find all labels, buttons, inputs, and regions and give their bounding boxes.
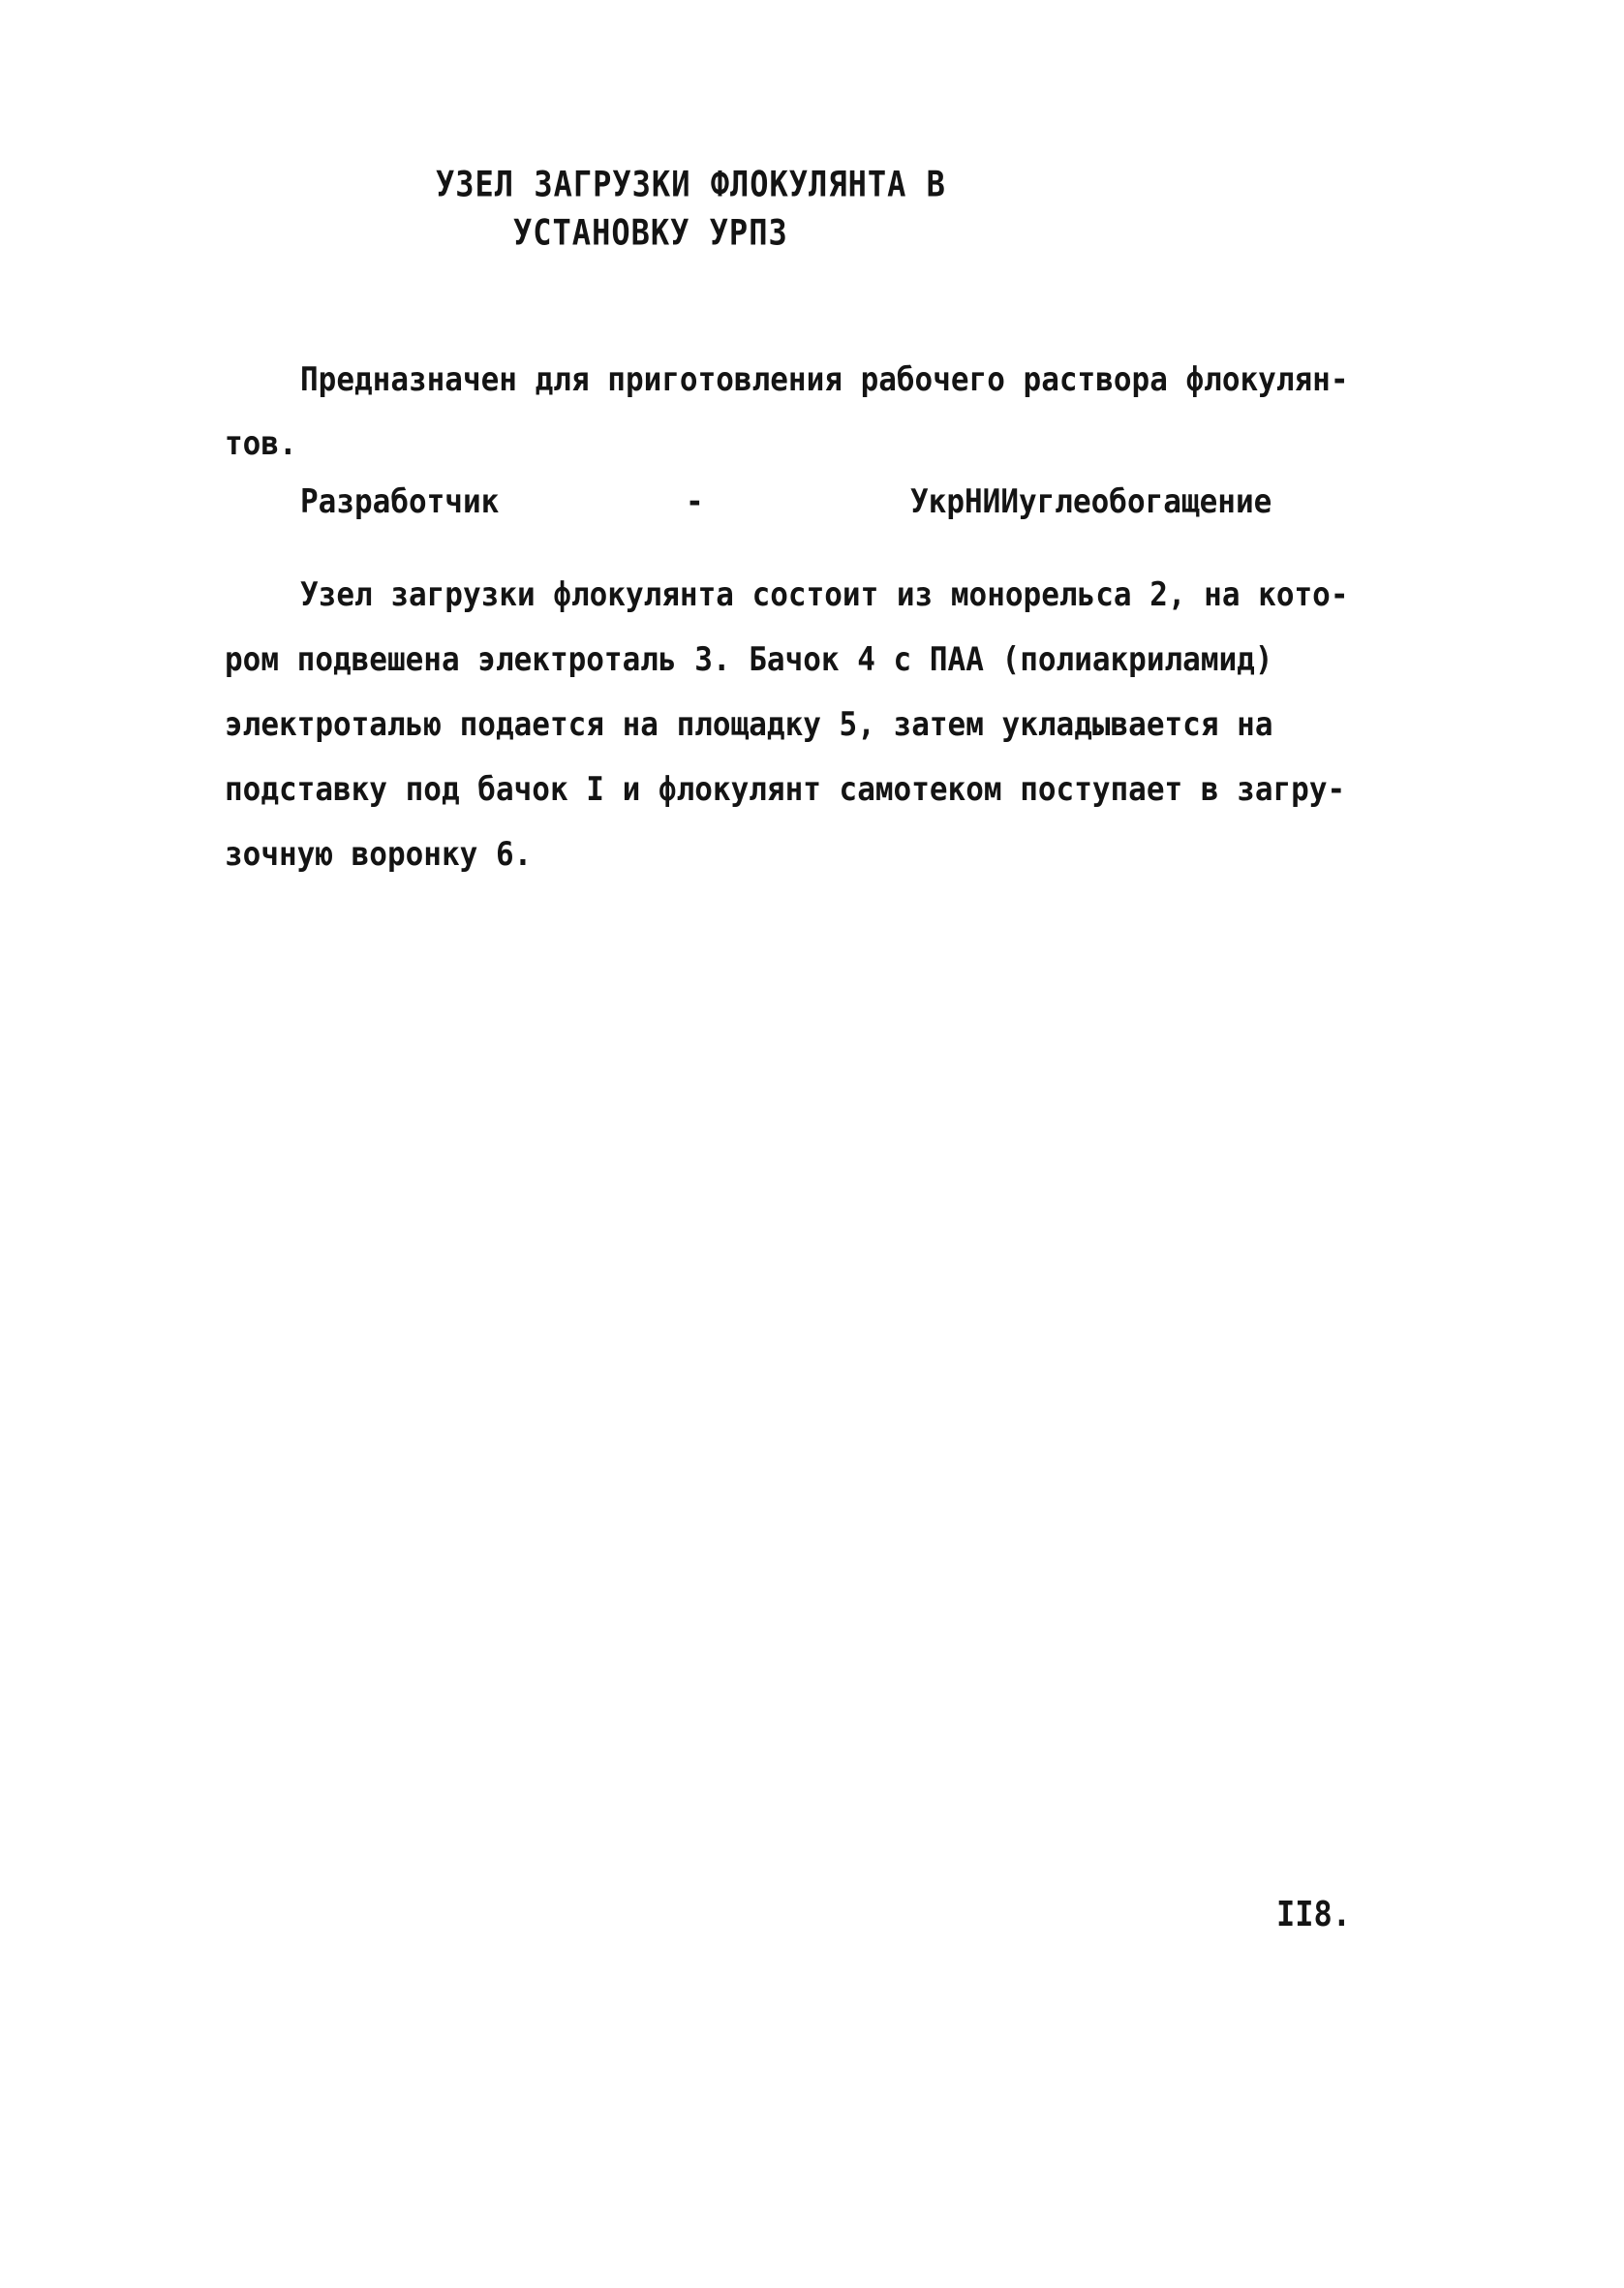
purpose-text-line-1: Предназначен для приготовления рабочего раствора флокулян- — [300, 360, 1349, 399]
description-text-line-5: зочную воронку 6. — [225, 835, 533, 874]
description-text-line-4: подставку под бачок I и флокулянт самотеком поступает в загру- — [225, 770, 1346, 809]
description-text-line-3: электроталью подается на площадку 5, затем укладывается на — [225, 705, 1273, 744]
document-title-line-1: УЗЕЛ ЗАГРУЗКИ ФЛОКУЛЯНТА В — [436, 163, 946, 205]
developer-label: Разработчик — [300, 482, 500, 521]
developer-value: УкрНИИуглеобогащение — [910, 482, 1272, 521]
developer-dash: - — [686, 482, 704, 521]
description-text-line-2: ром подвешена электроталь 3. Бачок 4 с ПАА (полиакриламид) — [225, 640, 1273, 679]
description-text-line-1: Узел загрузки флокулянта состоит из монорельса 2, на кото- — [300, 575, 1349, 614]
document-title-line-2: УСТАНОВКУ УРПЗ — [513, 211, 788, 254]
purpose-text-line-2: тов. — [225, 424, 297, 463]
page-number: II8. — [1276, 1894, 1352, 1934]
